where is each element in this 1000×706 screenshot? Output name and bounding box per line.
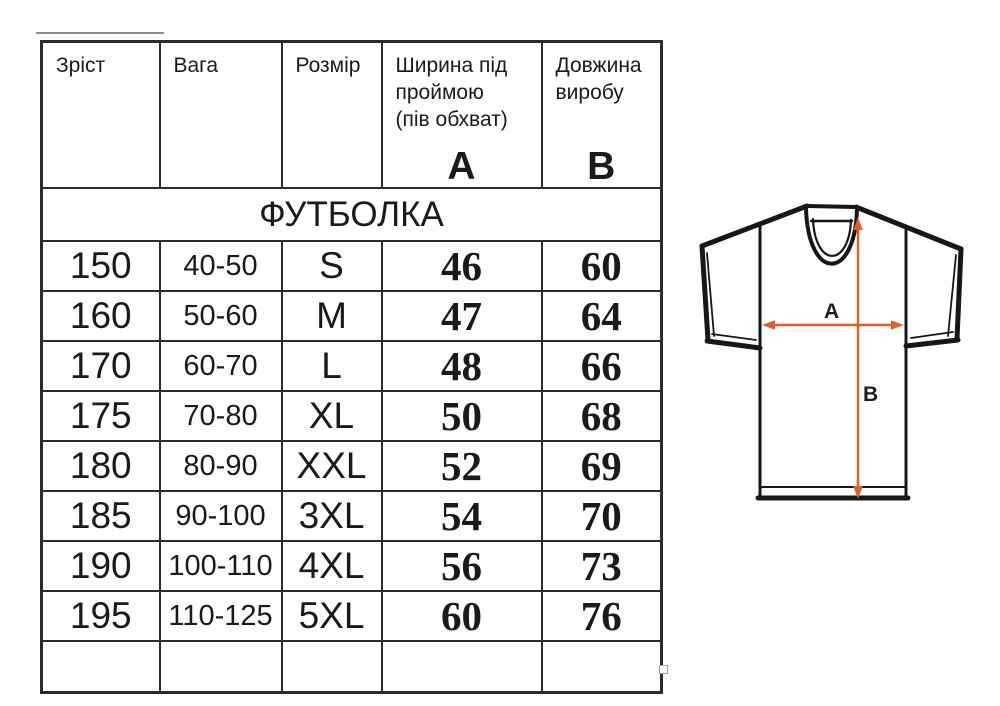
cell-width-a: 50 <box>382 391 542 441</box>
table-row <box>42 241 662 291</box>
cell-weight: 60-70 <box>160 341 282 391</box>
shoulder-right <box>856 207 961 249</box>
resize-handle <box>659 665 668 674</box>
sleeve-right-seam <box>948 255 956 336</box>
arrow-a-head-left <box>762 320 775 330</box>
empty-cell <box>282 641 382 693</box>
cell-width-a: 48 <box>382 341 542 391</box>
sleeve-left-cuff-seam <box>712 334 756 340</box>
table-header-row <box>42 42 662 189</box>
sleeve-right-outer <box>957 249 961 339</box>
table-row <box>42 591 662 641</box>
diagram-label-a: A <box>824 300 840 323</box>
cell-weight: 90-100 <box>160 491 282 541</box>
measure-arrows <box>762 217 904 499</box>
cell-length-b: 68 <box>542 391 662 441</box>
col-header-length-b <box>542 42 662 189</box>
table-row <box>42 391 662 441</box>
shoulder-left <box>702 206 807 246</box>
cell-weight: 100-110 <box>160 541 282 591</box>
cell-size: L <box>282 341 382 391</box>
col-header-size <box>282 42 382 189</box>
empty-row <box>42 641 662 693</box>
cell-length-b: 73 <box>542 541 662 591</box>
cell-height: 175 <box>42 391 160 441</box>
empty-cell <box>542 641 662 693</box>
cell-width-a: 54 <box>382 491 542 541</box>
table-title-row <box>42 188 662 241</box>
sleeve-right-cuff <box>906 340 958 346</box>
tshirt-diagram <box>680 190 990 520</box>
table-title: ФУТБОЛКА <box>42 188 662 241</box>
cell-height: 160 <box>42 291 160 341</box>
table-row <box>42 341 662 391</box>
cell-width-a: 47 <box>382 291 542 341</box>
header-width-line1: Ширина під <box>395 54 508 77</box>
cell-height: 195 <box>42 591 160 641</box>
cell-length-b: 70 <box>542 491 662 541</box>
cell-height: 190 <box>42 541 160 591</box>
arrow-a-head-right <box>891 320 904 330</box>
cell-length-b: 69 <box>542 441 662 491</box>
tshirt-outline <box>702 206 961 498</box>
header-width-line3: (пів обхват) <box>395 108 508 131</box>
header-length-line1: Довжина <box>555 54 642 77</box>
empty-cell <box>42 641 160 693</box>
empty-cell <box>382 641 542 693</box>
cell-size: 5XL <box>282 591 382 641</box>
cell-weight: 70-80 <box>160 391 282 441</box>
cell-length-b: 66 <box>542 341 662 391</box>
cell-size: 3XL <box>282 491 382 541</box>
cell-width-a: 52 <box>382 441 542 491</box>
cell-height: 185 <box>42 491 160 541</box>
empty-cell <box>160 641 282 693</box>
cell-size: 4XL <box>282 541 382 591</box>
cell-height: 150 <box>42 241 160 291</box>
cell-weight: 50-60 <box>160 291 282 341</box>
header-height-label: Зріст <box>56 54 106 77</box>
header-width-line2: проймою <box>395 81 484 104</box>
col-header-width-a <box>382 42 542 189</box>
header-letter-a: A <box>447 145 476 188</box>
table-body <box>42 188 662 693</box>
col-header-weight <box>160 42 282 189</box>
cell-width-a: 46 <box>382 241 542 291</box>
sleeve-left-cuff <box>707 341 760 348</box>
cell-weight: 40-50 <box>160 241 282 291</box>
cell-width-a: 56 <box>382 541 542 591</box>
header-weight-label: Вага <box>173 54 219 77</box>
cell-length-b: 76 <box>542 591 662 641</box>
cell-width-a: 60 <box>382 591 542 641</box>
header-size-label: Розмір <box>295 54 361 77</box>
size-table <box>40 40 663 694</box>
col-header-height <box>42 42 160 189</box>
collar-top-line <box>807 206 856 207</box>
sleeve-right-cuff-seam <box>911 332 953 338</box>
cell-weight: 80-90 <box>160 441 282 491</box>
cell-size: M <box>282 291 382 341</box>
cell-weight: 110-125 <box>160 591 282 641</box>
cell-height: 170 <box>42 341 160 391</box>
cell-length-b: 60 <box>542 241 662 291</box>
diagram-label-b: B <box>863 383 879 406</box>
cell-height: 180 <box>42 441 160 491</box>
collar-inner-arc <box>813 219 851 256</box>
header-letter-b: B <box>587 145 616 188</box>
table-row <box>42 441 662 491</box>
table-row <box>42 541 662 591</box>
cell-size: S <box>282 241 382 291</box>
cell-size: XXL <box>282 441 382 491</box>
cell-size: XL <box>282 391 382 441</box>
cell-length-b: 64 <box>542 291 662 341</box>
table-row <box>42 291 662 341</box>
table-row <box>42 491 662 541</box>
scan-artifact-line <box>36 32 164 34</box>
header-length-line2: виробу <box>555 81 624 104</box>
